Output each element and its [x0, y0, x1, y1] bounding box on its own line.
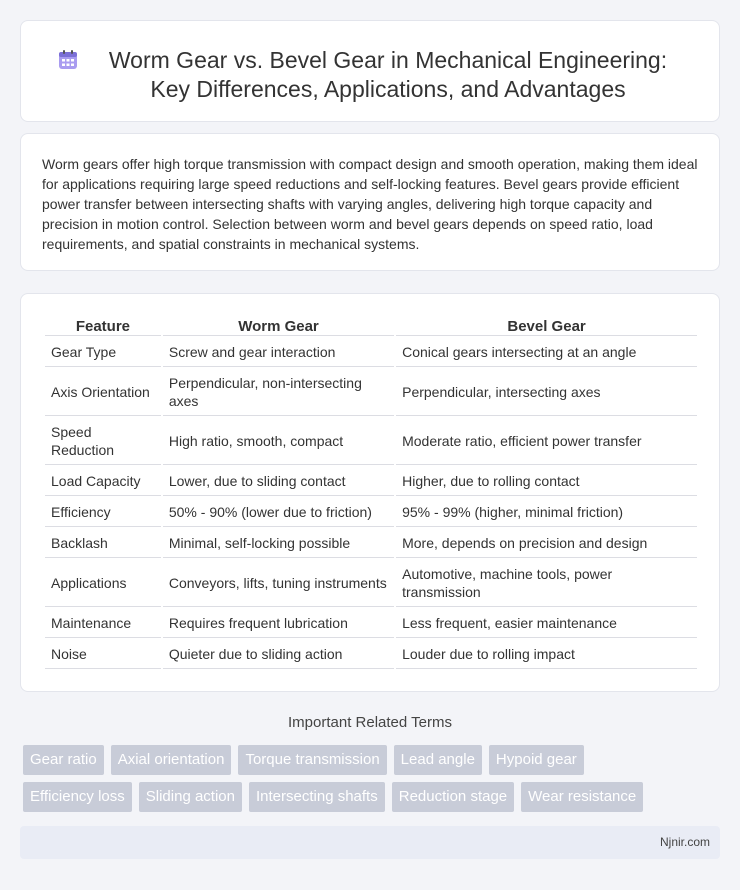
- related-terms: [23, 745, 723, 819]
- comparison-card: [20, 293, 720, 692]
- footer-site-link[interactable]: Njnir.com: [659, 835, 710, 849]
- comparison-table: [43, 314, 699, 671]
- bevel-gear-cell: Perpendicular, intersecting axes: [396, 369, 697, 416]
- term-tag[interactable]: Axial orientation: [111, 745, 232, 775]
- feature-cell: Noise: [45, 640, 161, 669]
- column-header-feature: Feature: [45, 316, 161, 336]
- bevel-gear-cell: Automotive, machine tools, power transmission: [396, 560, 697, 607]
- table-row: [45, 640, 697, 669]
- intro-card: [20, 133, 720, 271]
- worm-gear-cell: 50% - 90% (lower due to friction): [163, 498, 394, 527]
- table-row: [45, 609, 697, 638]
- feature-cell: Axis Orientation: [45, 369, 161, 416]
- worm-gear-cell: Lower, due to sliding contact: [163, 467, 394, 496]
- term-tag[interactable]: Wear resistance: [521, 782, 643, 812]
- bevel-gear-cell: More, depends on precision and design: [396, 529, 697, 558]
- page-title: Worm Gear vs. Bevel Gear in Mechanical Engineering: Key Differences, Applications, and Advantages: [108, 47, 668, 102]
- term-tag[interactable]: Lead angle: [394, 745, 482, 775]
- feature-cell: Backlash: [45, 529, 161, 558]
- bevel-gear-cell: Less frequent, easier maintenance: [396, 609, 697, 638]
- worm-gear-cell: Requires frequent lubrication: [163, 609, 394, 638]
- table-row: [45, 418, 697, 465]
- worm-gear-cell: Perpendicular, non-intersecting axes: [163, 369, 394, 416]
- table-header-row: [45, 316, 697, 336]
- bevel-gear-cell: Moderate ratio, efficient power transfer: [396, 418, 697, 465]
- table-row: [45, 560, 697, 607]
- table-row: [45, 529, 697, 558]
- term-tag[interactable]: Torque transmission: [238, 745, 386, 775]
- worm-gear-cell: Conveyors, lifts, tuning instruments: [163, 560, 394, 607]
- title-card: [20, 20, 720, 122]
- related-terms-row: [23, 745, 723, 775]
- bevel-gear-cell: 95% - 99% (higher, minimal friction): [396, 498, 697, 527]
- bevel-gear-cell: Higher, due to rolling contact: [396, 467, 697, 496]
- calendar-icon: [57, 49, 79, 71]
- feature-cell: Gear Type: [45, 338, 161, 367]
- worm-gear-cell: High ratio, smooth, compact: [163, 418, 394, 465]
- feature-cell: Speed Reduction: [45, 418, 161, 465]
- term-tag[interactable]: Intersecting shafts: [249, 782, 385, 812]
- related-terms-heading: Important Related Terms: [288, 714, 452, 731]
- intro-paragraph: Worm gears offer high torque transmission with compact design and smooth operation, making them ideal for applications requiring large speed reductions and self-locking features. Bevel gears provide efficient power transfer between intersecting shafts with varying angles, delivering high torque capacity and precision in motion control. Selection between worm and bevel gears depends on speed ratio, load requirements, and spatial constraints in mechanical systems.: [42, 156, 698, 252]
- table-row: [45, 369, 697, 416]
- table-row: [45, 498, 697, 527]
- table-row: [45, 467, 697, 496]
- term-tag[interactable]: Sliding action: [139, 782, 242, 812]
- feature-cell: Efficiency: [45, 498, 161, 527]
- column-header-bevel-gear: Bevel Gear: [396, 316, 697, 336]
- feature-cell: Load Capacity: [45, 467, 161, 496]
- footer: [20, 826, 720, 859]
- term-tag[interactable]: Hypoid gear: [489, 745, 584, 775]
- column-header-worm-gear: Worm Gear: [163, 316, 394, 336]
- feature-cell: Applications: [45, 560, 161, 607]
- table-row: [45, 338, 697, 367]
- term-tag[interactable]: Reduction stage: [392, 782, 514, 812]
- bevel-gear-cell: Louder due to rolling impact: [396, 640, 697, 669]
- related-terms-row: [23, 782, 723, 812]
- term-tag[interactable]: Gear ratio: [23, 745, 104, 775]
- bevel-gear-cell: Conical gears intersecting at an angle: [396, 338, 697, 367]
- feature-cell: Maintenance: [45, 609, 161, 638]
- term-tag[interactable]: Efficiency loss: [23, 782, 132, 812]
- worm-gear-cell: Screw and gear interaction: [163, 338, 394, 367]
- worm-gear-cell: Quieter due to sliding action: [163, 640, 394, 669]
- worm-gear-cell: Minimal, self-locking possible: [163, 529, 394, 558]
